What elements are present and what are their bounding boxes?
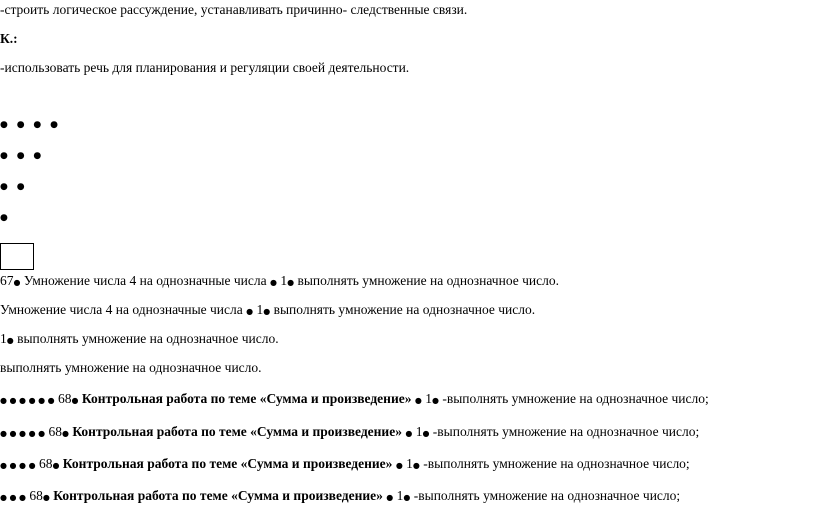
bullet-dots: ● ● ● xyxy=(0,493,27,502)
bullet-dot-icon: ● xyxy=(431,396,439,405)
bullet-dots-row-3: ● ● xyxy=(0,182,28,192)
bullet-dot-icon: ● xyxy=(412,461,420,470)
lesson-number: 68 xyxy=(48,424,62,439)
lesson-number: 67 xyxy=(0,273,14,288)
lesson-title: Умножение числа 4 на однозначные числа xyxy=(23,273,267,288)
lesson-goal: -выполнять умножение на однозначное число; xyxy=(432,424,700,439)
lesson-hours: 1 xyxy=(396,488,404,503)
lesson-hours: 1 xyxy=(415,424,423,439)
empty-box xyxy=(0,243,34,270)
bullet-dots: ● ● ● ● ● xyxy=(0,429,46,438)
bullet-dot-icon: ● xyxy=(386,493,394,502)
bullet-dots: ● ● ● ● xyxy=(0,461,36,470)
lesson-row-c xyxy=(0,360,262,376)
lesson-goal: -выполнять умножение на однозначное число; xyxy=(413,488,681,503)
bullet-dot-icon: ● xyxy=(287,278,295,287)
text-line-heading: К.: xyxy=(0,31,18,46)
bullet-dots-row-4: ● xyxy=(0,213,11,223)
lesson-number: 68 xyxy=(29,488,43,503)
bullet-dot-icon: ● xyxy=(71,396,79,405)
bullet-dot-icon: ● xyxy=(263,307,271,316)
lesson-goal: выполнять умножение на однозначное число. xyxy=(0,360,262,375)
lesson-row-68-4 xyxy=(0,488,680,506)
lesson-goal: -выполнять умножение на однозначное число; xyxy=(423,456,690,471)
bullet-dot-icon: ● xyxy=(52,461,60,470)
bullet-dot-icon: ● xyxy=(405,429,413,438)
bullet-dots-row-2: ● ● ● xyxy=(0,151,45,161)
lesson-title: Умножение числа 4 на однозначные числа xyxy=(0,302,243,317)
lesson-row-68-2 xyxy=(0,424,699,442)
bullet-dot-icon: ● xyxy=(246,307,254,316)
lesson-title: Контрольная работа по теме «Сумма и произведение» xyxy=(72,424,402,439)
lesson-row-67 xyxy=(0,273,559,291)
bullet-dot-icon: ● xyxy=(61,429,69,438)
bullet-dot-icon: ● xyxy=(269,278,277,287)
lesson-title: Контрольная работа по теме «Сумма и произведение» xyxy=(53,488,383,503)
lesson-number: 68 xyxy=(57,391,72,406)
lesson-title: Контрольная работа по теме «Сумма и произведение» xyxy=(62,456,393,471)
lesson-goal: выполнять умножение на однозначное число. xyxy=(17,331,279,346)
bullet-dots-row-1: ● ● ● ● xyxy=(0,120,61,130)
lesson-number: 68 xyxy=(38,456,53,471)
lesson-hours: 1 xyxy=(256,302,264,317)
lesson-hours: 1 xyxy=(280,273,288,288)
lesson-hours: 1 xyxy=(406,456,413,471)
bullet-dot-icon: ● xyxy=(403,493,411,502)
lesson-goal: выполнять умножение на однозначное число. xyxy=(273,302,536,317)
lesson-row-a xyxy=(0,302,535,320)
lesson-hours: 1 xyxy=(0,331,7,346)
bullet-dot-icon: ● xyxy=(422,429,430,438)
lesson-row-b xyxy=(0,331,279,349)
text-line-1: -строить логическое рассуждение, устанавливать причинно- следственные связи. xyxy=(0,2,468,17)
lesson-title: Контрольная работа по теме «Сумма и произведение» xyxy=(81,391,412,406)
text-line-2: -использовать речь для планирования и регуляции своей деятельности. xyxy=(0,60,410,75)
lesson-goal: -выполнять умножение на однозначное число; xyxy=(442,391,709,406)
bullet-dot-icon: ● xyxy=(395,461,403,470)
lesson-row-68-1 xyxy=(0,391,709,409)
lesson-hours: 1 xyxy=(425,391,432,406)
bullet-dot-icon: ● xyxy=(6,336,14,345)
bullet-dots: ● ● ● ● ● ● xyxy=(0,396,55,405)
bullet-dot-icon: ● xyxy=(414,396,422,405)
lesson-goal: выполнять умножение на однозначное число. xyxy=(297,273,559,288)
bullet-dot-icon: ● xyxy=(13,278,21,287)
bullet-dot-icon: ● xyxy=(42,493,50,502)
lesson-row-68-3 xyxy=(0,456,690,474)
